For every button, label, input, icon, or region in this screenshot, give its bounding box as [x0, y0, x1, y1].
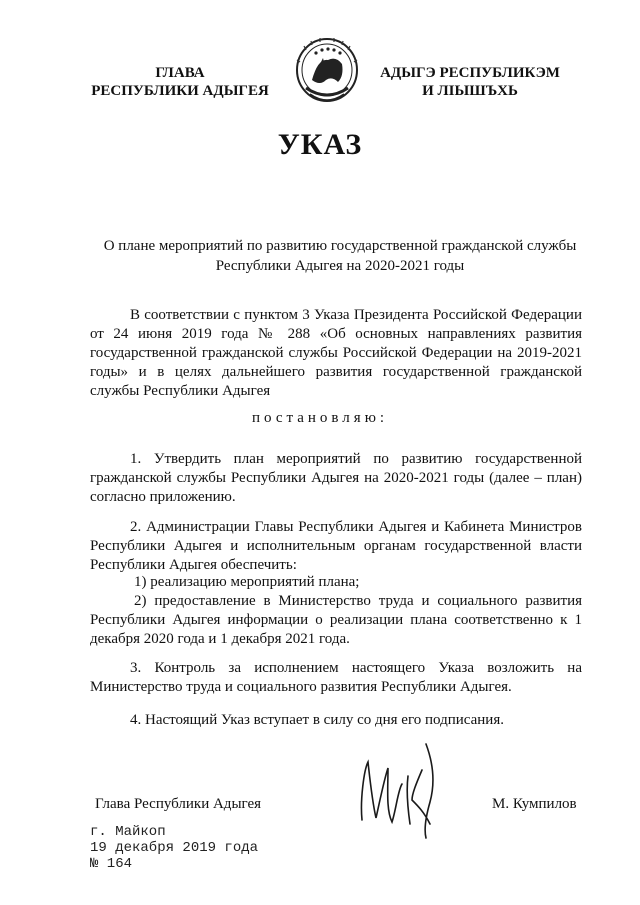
- item-4-text: 4. Настоящий Указ вступает в силу со дня его подписания.: [130, 712, 504, 728]
- subject-line2: Республики Адыгея на 2020-2021 годы: [215, 258, 465, 274]
- document-subject: [90, 236, 590, 276]
- item-4: [90, 711, 582, 730]
- item-2-text: 2. Администрации Главы Республики Адыгея и Кабинета Министров Республики Адыгея и исполнительным органам государственной власти Республики Адыгея обеспечить:: [90, 519, 582, 573]
- header-left: [80, 64, 280, 100]
- header-right-line1: АДЫГЭ РЕСПУБЛИКЭМ: [380, 65, 560, 81]
- item-1: [90, 450, 582, 507]
- decree-word: постановляю:: [251, 410, 389, 426]
- intro-paragraph: [90, 306, 582, 401]
- signatory-name: М. Кумпилов: [492, 796, 577, 812]
- item-2: [90, 518, 582, 575]
- intro-text: В соответствии с пунктом 3 Указа Президента Российской Федерации от 24 июня 2019 года № 288 «Об основных направлениях развития государственной гражданской службы Российской Федерации на 2019-2021 годы» и в целях дальнейшего развития государственной гражданской службы Республики Адыгея: [90, 307, 582, 399]
- item-3-text: 3. Контроль за исполнением настоящего Указа возложить на Министерство труда и социального развития Республики Адыгея.: [90, 660, 582, 695]
- document-title: УКАЗ: [277, 128, 363, 161]
- stamp-date: 19 декабря 2019 года: [90, 840, 259, 856]
- header-left-line1: ГЛАВА: [155, 65, 205, 81]
- item-2-sub-2-text: 2) предоставление в Министерство труда и социального развития Республики Адыгея информации о реализации плана соответственно к 1 декабря 2020 года и 1 декабря 2021 года.: [90, 593, 582, 647]
- stamp-number: № 164: [90, 856, 133, 872]
- item-2-sub-2: [90, 592, 582, 649]
- header-left-line2: РЕСПУБЛИКИ АДЫГЕЯ: [91, 83, 269, 99]
- header-right-line2: И ЛІЫШЪХЬ: [422, 83, 518, 99]
- item-1-text: 1. Утвердить план мероприятий по развитию государственной гражданской службы Республики Адыгея на 2020-2021 годы (далее – план) согласно приложению.: [90, 451, 582, 505]
- signatory-position: Глава Республики Адыгея: [95, 796, 262, 812]
- handwritten-signature: [350, 740, 450, 840]
- item-3: [90, 659, 582, 697]
- header-right: [370, 64, 570, 100]
- subject-line1: О плане мероприятий по развитию государственной гражданской службы: [103, 238, 577, 254]
- item-2-sub-1-text: 1) реализацию мероприятий плана;: [134, 574, 360, 590]
- coat-of-arms-icon: [292, 36, 362, 108]
- stamp-city: г. Майкоп: [90, 824, 166, 840]
- item-2-sub-1: [90, 573, 582, 592]
